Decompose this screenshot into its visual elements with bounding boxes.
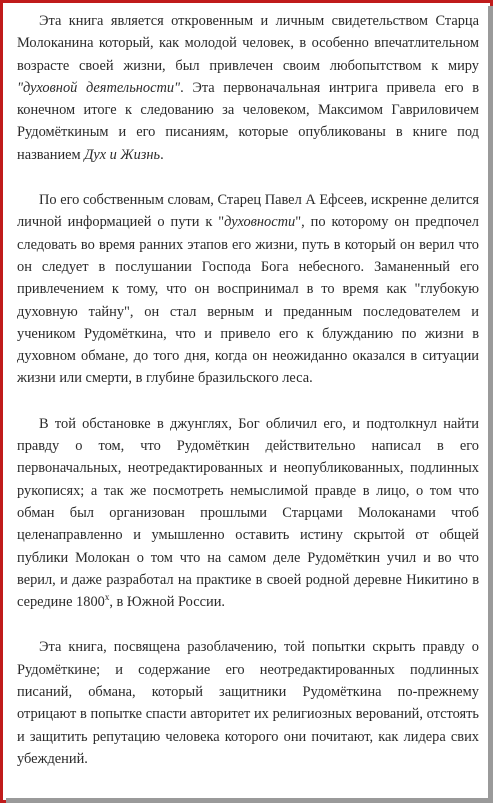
paragraph-1-italic-term: "духовной деятельности" <box>17 79 181 96</box>
page-shadow-bottom <box>6 798 493 803</box>
paragraph-2-italic-term: духовности <box>224 214 296 231</box>
paragraph-4 <box>17 636 479 770</box>
paragraph-3-text-a: В той обстановке в джунглях, Бог обличил его, и подтолкнул найти правду о том, что Рудомёткин действительно написал в его первоначальных, неотредактированных и неопубликованных, подлинных рукописях; а так же посмотреть немыслимой правде в лицо, о том что обман был организован прошлыми Старцами Молоканами чтоб целенаправленно и умышленно оставить истину скрытой от общей публики Молокан о том что на самом деле Рудомёткин учил и во что верил, и даже разработал на практике в своей родной деревне Никитино в середине 1800 <box>17 415 479 611</box>
paragraph-2-text-a: По его собственным словам, Старец Павел А Ефсеев, искренне делится личной информацией о пути к " <box>17 192 479 231</box>
paragraph-1-text-a: Эта книга является откровенным и личным свидетельством Старца Молоканина который, как молодой человек, в особенно впечатлительном возрасте своей жизни, был привлечен своим любопытством к миру <box>17 13 479 74</box>
paragraph-4-text: Эта книга, посвящена разоблачению, той попытки скрыть правду о Рудомёткине; и содержание его неотредактированных подлинных писаний, обмана, который защитники Рудомёткина по-прежнему отрицают в попытке спасти авторитет их религиозных верований, отстоять и защитить репутацию человека которого они почитают, как лидера свих убеждений. <box>17 639 479 767</box>
paragraph-3-superscript: х <box>104 592 110 603</box>
paragraph-3-text-b: , в Южной России. <box>109 594 226 611</box>
page-shadow-right <box>488 6 493 803</box>
paragraph-2 <box>17 189 479 390</box>
paragraph-3 <box>17 413 479 614</box>
paragraph-2-text-b: ", по которому он предпочел следовать во время ранних этапов его жизни, путь в который он верил что он следует в послушании Господа Бога небесного. Заманенный его привлечением к тому, что он воспринимал в то время как "глубокую духовную тайну", он стал верным и преданным последователем и учеником Рудомёткина, что и привело его к блужданию по жизни в духовном обмане, до того дня, когда он неожиданно оказался в ситуации жизни или смерти, в глубине бразильского леса. <box>17 214 479 387</box>
paragraph-1 <box>17 10 479 166</box>
document-body <box>17 10 479 770</box>
paragraph-1-text-b: . Эта первоначальная интрига привела его в конечном итоге к следованию за человеком, Максимом Гавриловичем Рудомёткиным и его писаниям, которые опубликованы в книге под названием <box>17 79 480 163</box>
book-title-italic: Дух и Жизнь <box>84 146 161 163</box>
paragraph-1-text-c: . <box>160 146 164 163</box>
